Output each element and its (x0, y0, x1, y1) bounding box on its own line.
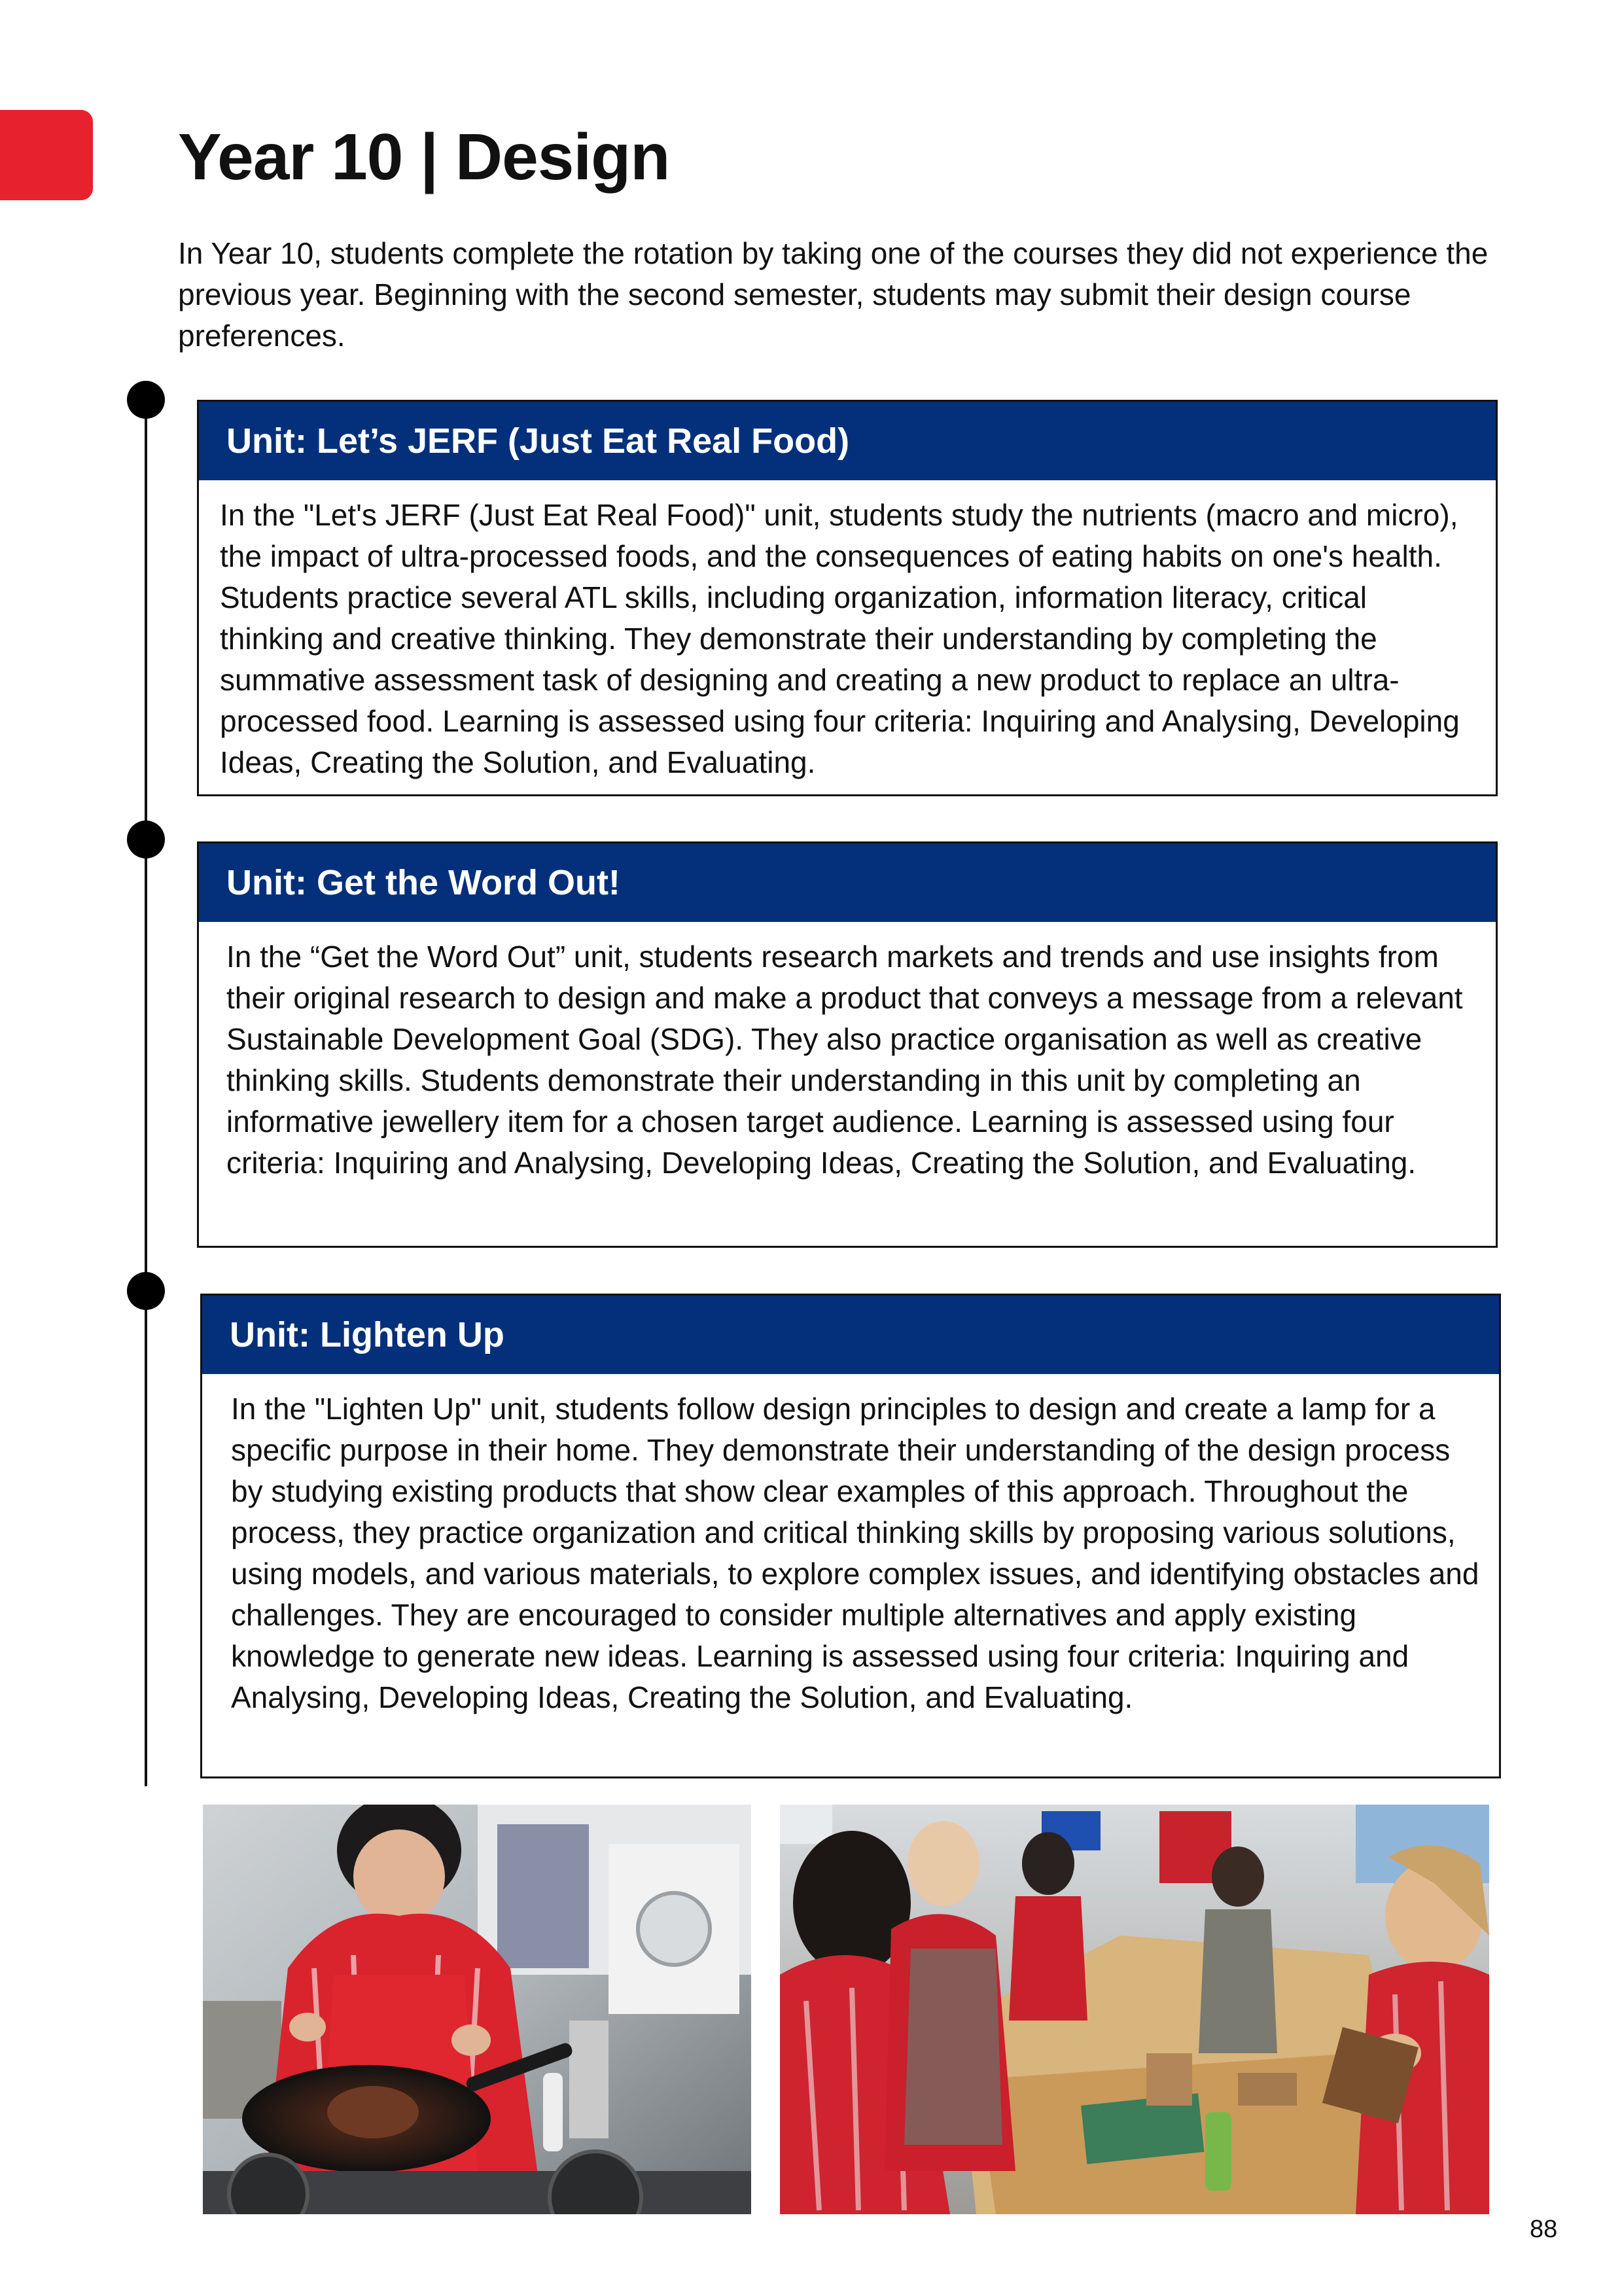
timeline-line (145, 399, 147, 1786)
photo-design-workshop (780, 1805, 1489, 2214)
photo-student-cooking (203, 1805, 751, 2214)
timeline-dot (127, 381, 165, 419)
photo-cooking-image (203, 1805, 751, 2214)
page-number: 88 (1530, 2216, 1558, 2243)
unit-heading: Unit: Get the Word Out! (199, 843, 1496, 922)
unit-heading: Unit: Lighten Up (202, 1296, 1499, 1374)
unit-heading: Unit: Let’s JERF (Just Eat Real Food) (199, 402, 1496, 480)
timeline-dot (127, 1272, 165, 1310)
page-title: Year 10 | Design (178, 120, 670, 194)
unit-card-word-out (197, 841, 1498, 1248)
unit-description: In the "Let's JERF (Just Eat Real Food)" unit, students study the nutrients (macro and micro), the impact of ultra-processed foods, and the consequences of eating habits on one's health. Students practice several ATL skills, including organization, information literacy, critical thinking and creative thinking. They demonstrate their understanding by completing the summative assessment task of designing and creating a new product to replace an ultra-processed food. Learning is assessed using four criteria: Inquiring and Analysing, Developing Ideas, Creating the Solution, and Evaluating. (220, 498, 1460, 779)
unit-description: In the “Get the Word Out” unit, students research markets and trends and use insights from their original research to design and make a product that conveys a message from a relevant Sustainable Development Goal (SDG). They also practice organisation as well as creative thinking skills. Students demonstrate their understanding in this unit by completing an informative jewellery item for a chosen target audience. Learning is assessed using four criteria: Inquiring and Analysing, Developing Ideas, Creating the Solution, and Evaluating. (226, 940, 1463, 1180)
unit-card-jerf (197, 400, 1498, 796)
photo-workshop-image (780, 1805, 1489, 2214)
unit-card-lighten-up (200, 1294, 1501, 1778)
unit-description: In the "Lighten Up" unit, students follow design principles to design and create a lamp for a specific purpose in their home. They demonstrate their understanding of the design process by studying existing products that show clear examples of this approach. Throughout the process, they practice organization and critical thinking skills by proposing various solutions, using models, and various materials, to explore complex issues, and identifying obstacles and challenges. They are encouraged to consider multiple alternatives and apply existing knowledge to generate new ideas. Learning is assessed using four criteria: Inquiring and Analysing, Developing Ideas, Creating the Solution, and Evaluating. (231, 1392, 1479, 1714)
section-tab-marker (0, 110, 93, 200)
intro-paragraph: In Year 10, students complete the rotation by taking one of the courses they did not experience the previous year. Beginning with the second semester, students may submit their design course preferences. (178, 236, 1489, 353)
timeline-dot (127, 821, 165, 858)
